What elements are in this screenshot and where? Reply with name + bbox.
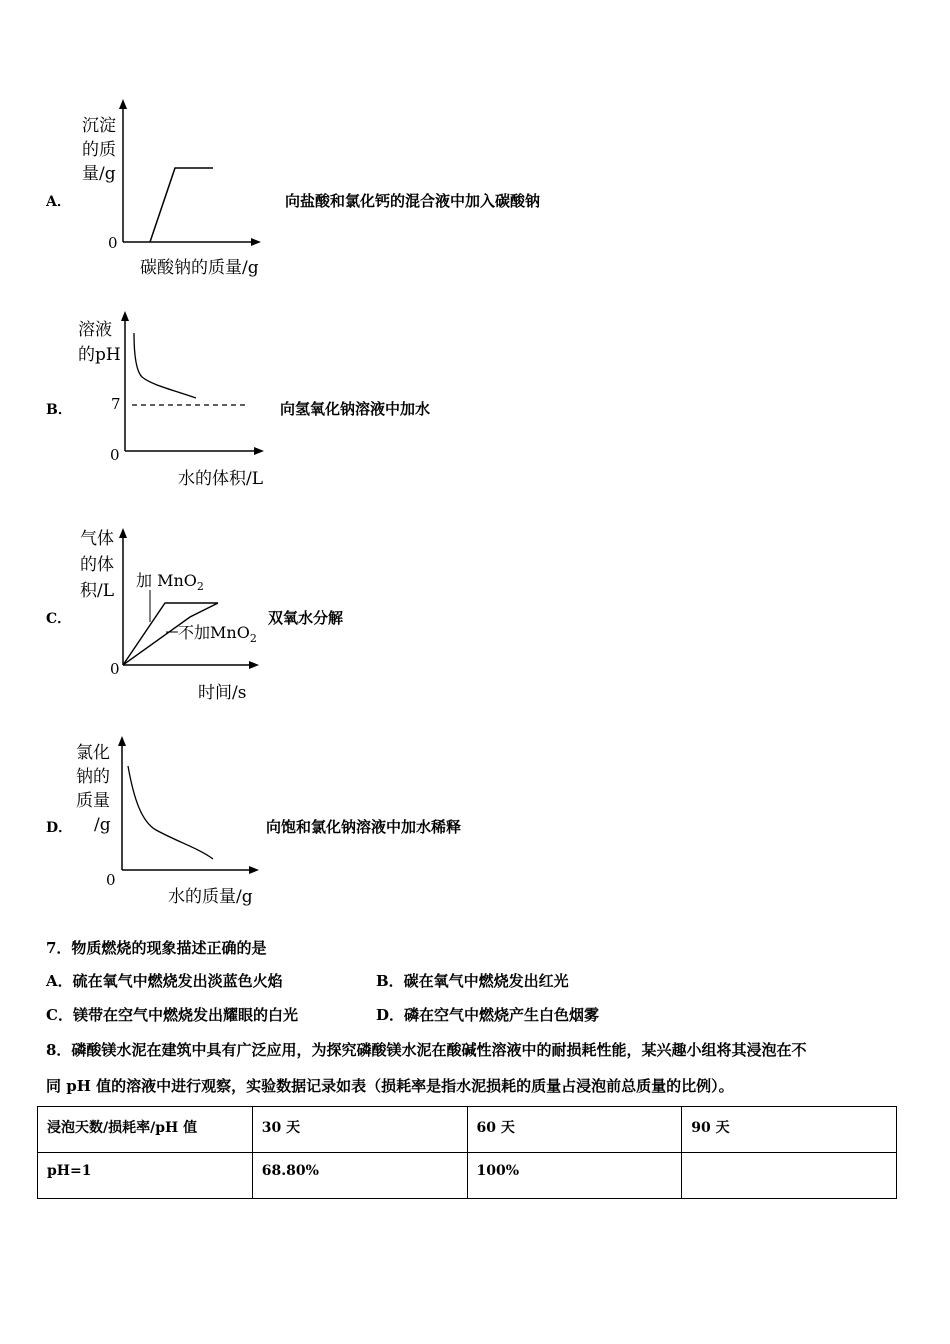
graph-a-ylabel-2: 的质 bbox=[82, 140, 116, 160]
q7-stem: 7．物质燃烧的现象描述正确的是 bbox=[46, 939, 267, 957]
graph-c-label-no-mno2: 不加MnO$_2$ bbox=[178, 623, 257, 645]
table-cell: 30 天 bbox=[252, 1107, 467, 1153]
option-c-label: C． bbox=[46, 611, 72, 627]
table-cell: 90 天 bbox=[682, 1107, 897, 1153]
graph-b-x-arrow bbox=[254, 447, 264, 455]
graph-b bbox=[70, 305, 300, 495]
table-cell: 60 天 bbox=[467, 1107, 682, 1153]
graph-d-xlabel: 水的质量/g bbox=[168, 887, 253, 907]
graph-d-x-arrow bbox=[249, 866, 259, 874]
graph-c-ylabel-3: 积/L bbox=[80, 581, 115, 601]
graph-d-ylabel-2: 钠的 bbox=[76, 767, 110, 787]
option-a-label: A． bbox=[46, 194, 71, 210]
table-cell: pH=1 bbox=[38, 1153, 253, 1199]
graph-c-xlabel: 时间/s bbox=[198, 683, 247, 703]
table-row bbox=[38, 1153, 897, 1199]
option-d-label: D． bbox=[46, 820, 73, 836]
graph-c-x-arrow bbox=[249, 661, 259, 669]
graph-b-ylabel-1: 溶液 bbox=[78, 320, 112, 340]
table-cell: 浸泡天数/损耗率/pH 值 bbox=[38, 1107, 253, 1153]
table-cell: 68.80% bbox=[252, 1153, 467, 1199]
q8-stem-line2: 同 pH 值的溶液中进行观察，实验数据记录如表（损耗率是指水泥损耗的质量占浸泡前总质量的比例）。 bbox=[46, 1077, 734, 1095]
table-cell: 100% bbox=[467, 1153, 682, 1199]
graph-a-origin: 0 bbox=[108, 234, 118, 252]
option-a-text: 向盐酸和氯化钙的混合液中加入碳酸钠 bbox=[285, 192, 541, 210]
graph-c-y-arrow bbox=[119, 528, 127, 538]
option-b-text: 向氢氧化钠溶液中加水 bbox=[280, 400, 431, 418]
graph-d bbox=[70, 730, 280, 920]
graph-d-ylabel-4: /g bbox=[94, 815, 111, 835]
graph-a-x-arrow bbox=[251, 238, 261, 246]
q7-option-c: C．镁带在空气中燃烧发出耀眼的白光 bbox=[46, 1006, 298, 1024]
graph-c-origin: 0 bbox=[110, 660, 120, 678]
graph-c bbox=[70, 520, 270, 710]
graph-d-ylabel-1: 氯化 bbox=[76, 743, 110, 763]
graph-b-origin: 0 bbox=[110, 446, 120, 464]
option-c-text: 双氧水分解 bbox=[268, 609, 344, 627]
graph-a-y-arrow bbox=[119, 99, 127, 109]
q8-stem-line1: 8．磷酸镁水泥在建筑中具有广泛应用，为探究磷酸镁水泥在酸碱性溶液中的耐损耗性能，某兴趣小组将其浸泡在不 bbox=[46, 1041, 807, 1059]
graph-c-label-mno2: 加 MnO$_2$ bbox=[136, 571, 204, 593]
option-d-text: 向饱和氯化钠溶液中加水稀释 bbox=[266, 818, 462, 836]
option-b-label: B． bbox=[46, 402, 72, 418]
graph-b-y-arrow bbox=[121, 311, 129, 321]
q7-option-d: D．磷在空气中燃烧产生白色烟雾 bbox=[376, 1006, 600, 1024]
q7-option-b: B．碳在氧气中燃烧发出红光 bbox=[376, 972, 569, 990]
graph-b-curve bbox=[134, 333, 196, 398]
q7-option-a: A．硫在氧气中燃烧发出淡蓝色火焰 bbox=[46, 972, 283, 990]
graph-d-curve bbox=[128, 766, 213, 859]
graph-a-ylabel-1: 沉淀 bbox=[82, 116, 116, 136]
graph-c-ylabel-1: 气体 bbox=[80, 529, 114, 549]
data-table bbox=[37, 1106, 897, 1199]
graph-a-curve bbox=[150, 168, 213, 242]
table-cell bbox=[682, 1153, 897, 1199]
graph-b-xlabel: 水的体积/L bbox=[178, 469, 264, 489]
graph-b-ylabel-2: 的pH bbox=[78, 345, 121, 365]
graph-d-ylabel-3: 质量 bbox=[76, 791, 110, 811]
graph-d-origin: 0 bbox=[106, 871, 116, 889]
graph-d-y-arrow bbox=[118, 736, 126, 746]
table-header-row bbox=[38, 1107, 897, 1153]
graph-a-ylabel-3: 量/g bbox=[82, 164, 116, 184]
graph-a-xlabel: 碳酸钠的质量/g bbox=[140, 258, 259, 278]
graph-c-ylabel-2: 的体 bbox=[80, 555, 114, 575]
graph-b-tick-7: 7 bbox=[111, 395, 121, 413]
graph-a bbox=[70, 95, 300, 285]
